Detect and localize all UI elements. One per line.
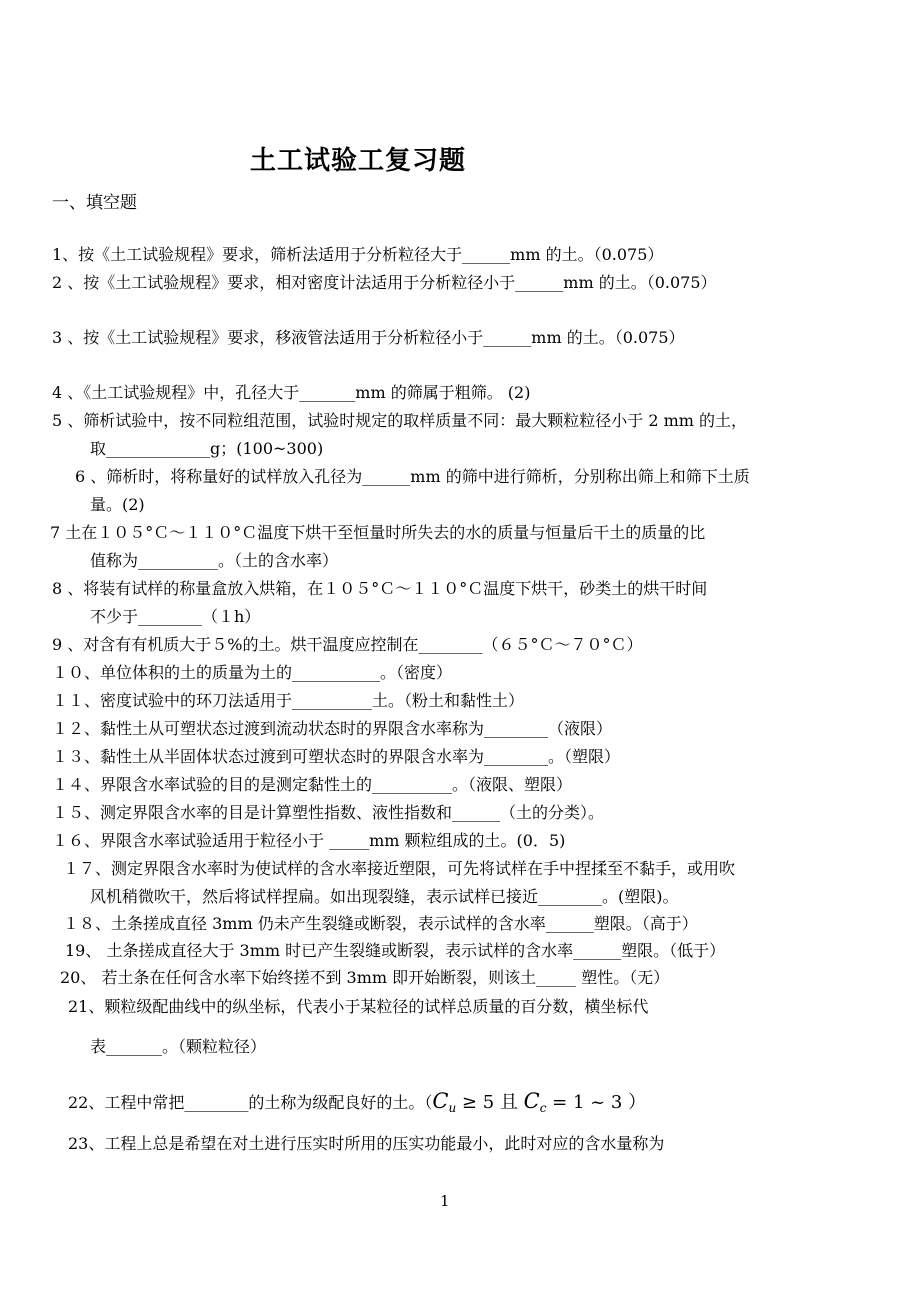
- cc-subscript: c: [539, 1101, 547, 1116]
- page-title: 土工试验工复习题: [250, 146, 467, 176]
- question-11: １１、密度试验中的环刀法适用于__________土。（粉土和黏性土）: [52, 691, 525, 710]
- question-9: 9 、对含有有机质大于５%的土。烘干温度应控制在________（６５°Ｃ～７０°Ｃ）: [52, 635, 643, 654]
- question-17-line-1: １７、测定界限含水率时为使试样的含水率接近塑限，可先将试样在手中捏揉至不黏手，或用吹: [63, 859, 736, 878]
- question-6-line-1: 6 、筛析时，将称量好的试样放入孔径为______mm 的筛中进行筛析，分别称出筛上和筛下土质: [75, 467, 750, 486]
- section-heading: 一、填空题: [52, 193, 137, 213]
- question-6-line-2: 量。(2): [90, 495, 145, 514]
- question-5-line-2: 取_____________g；(100~300): [90, 439, 324, 458]
- question-21-line-2: 表_______。（颗粒粒径）: [90, 1037, 267, 1056]
- question-22-prefix: 22、工程中常把________的土称为级配良好的土。（: [68, 1093, 433, 1112]
- question-21-line-1: 21、颗粒级配曲线中的纵坐标，代表小于某粒径的试样总质量的百分数，横坐标代: [68, 997, 649, 1016]
- question-16: １６、界限含水率试验适用于粒径小于 _____mm 颗粒组成的土。(0．5): [52, 831, 566, 850]
- question-4: 4 、《土工试验规程》中，孔径大于_______mm 的筛属于粗筛。 (2): [52, 383, 531, 402]
- question-12: １２、黏性土从可塑状态过渡到流动状态时的界限含水率称为________（液限）: [52, 719, 613, 738]
- question-20: 20、 若土条在任何含水率下始终搓不到 3mm 即开始断裂，则该土_____ 塑性。（无）: [60, 968, 670, 987]
- question-17-line-2: 风机稍微吹干，然后将试样捏扁。如出现裂缝，表示试样已接近________。(塑限)。: [90, 887, 679, 906]
- question-15: １５、测定界限含水率的目是计算塑性指数、液性指数和______（土的分类）。: [52, 803, 605, 822]
- cu-symbol: C: [432, 1089, 449, 1113]
- question-8-line-2: 不少于________（１h）: [90, 607, 261, 626]
- question-22: [68, 1091, 646, 1118]
- question-22-suffix: = 1 ~ 3 ）: [546, 1092, 647, 1113]
- question-19: 19、 土条搓成直径大于 3mm 时已产生裂缝或断裂，表示试样的含水率______塑限。（低于）: [65, 941, 726, 960]
- question-7-line-2: 值称为__________。（土的含水率）: [90, 551, 339, 570]
- question-22-mid: ≥ 5 且: [456, 1092, 524, 1113]
- question-23: 23、工程上总是希望在对土进行压实时所用的压实功能最小，此时对应的含水量称为: [68, 1134, 665, 1153]
- question-14: １４、界限含水率试验的目的是测定黏性土的__________。（液限、塑限）: [52, 775, 573, 794]
- question-5-line-1: 5 、筛析试验中，按不同粒组范围，试验时规定的取样质量不同：最大颗粒粒径小于 2 mm 的土，: [52, 411, 748, 430]
- question-2: 2 、按《土工试验规程》要求，相对密度计法适用于分析粒径小于______mm 的土。（0.075）: [52, 273, 717, 292]
- cu-subscript: u: [448, 1101, 457, 1116]
- question-8-line-1: 8 、将装有试样的称量盒放入烘箱，在１０５°Ｃ～１１０°Ｃ温度下烘干，砂类土的烘干时间: [52, 579, 708, 598]
- question-13: １３、黏性土从半固体状态过渡到可塑状态时的界限含水率为________。（塑限）: [52, 747, 621, 766]
- question-18: １８、土条搓成直径 3mm 仍未产生裂缝或断裂，表示试样的含水率______塑限。（高于）: [63, 914, 698, 933]
- cc-symbol: C: [523, 1089, 540, 1113]
- question-7-line-1: 7 土在１０５°Ｃ～１１０°Ｃ温度下烘干至恒量时所失去的水的质量与恒量后干土的质量的比: [50, 523, 706, 542]
- question-10: １０、单位体积的土的质量为土的___________。（密度）: [52, 663, 453, 682]
- question-3: 3 、按《土工试验规程》要求，移液管法适用于分析粒径小于______mm 的土。（0.075）: [52, 328, 685, 347]
- question-1: 1、按《土工试验规程》要求，筛析法适用于分析粒径大于______mm 的土。（0.075）: [52, 245, 664, 264]
- page-number: 1: [440, 1192, 450, 1210]
